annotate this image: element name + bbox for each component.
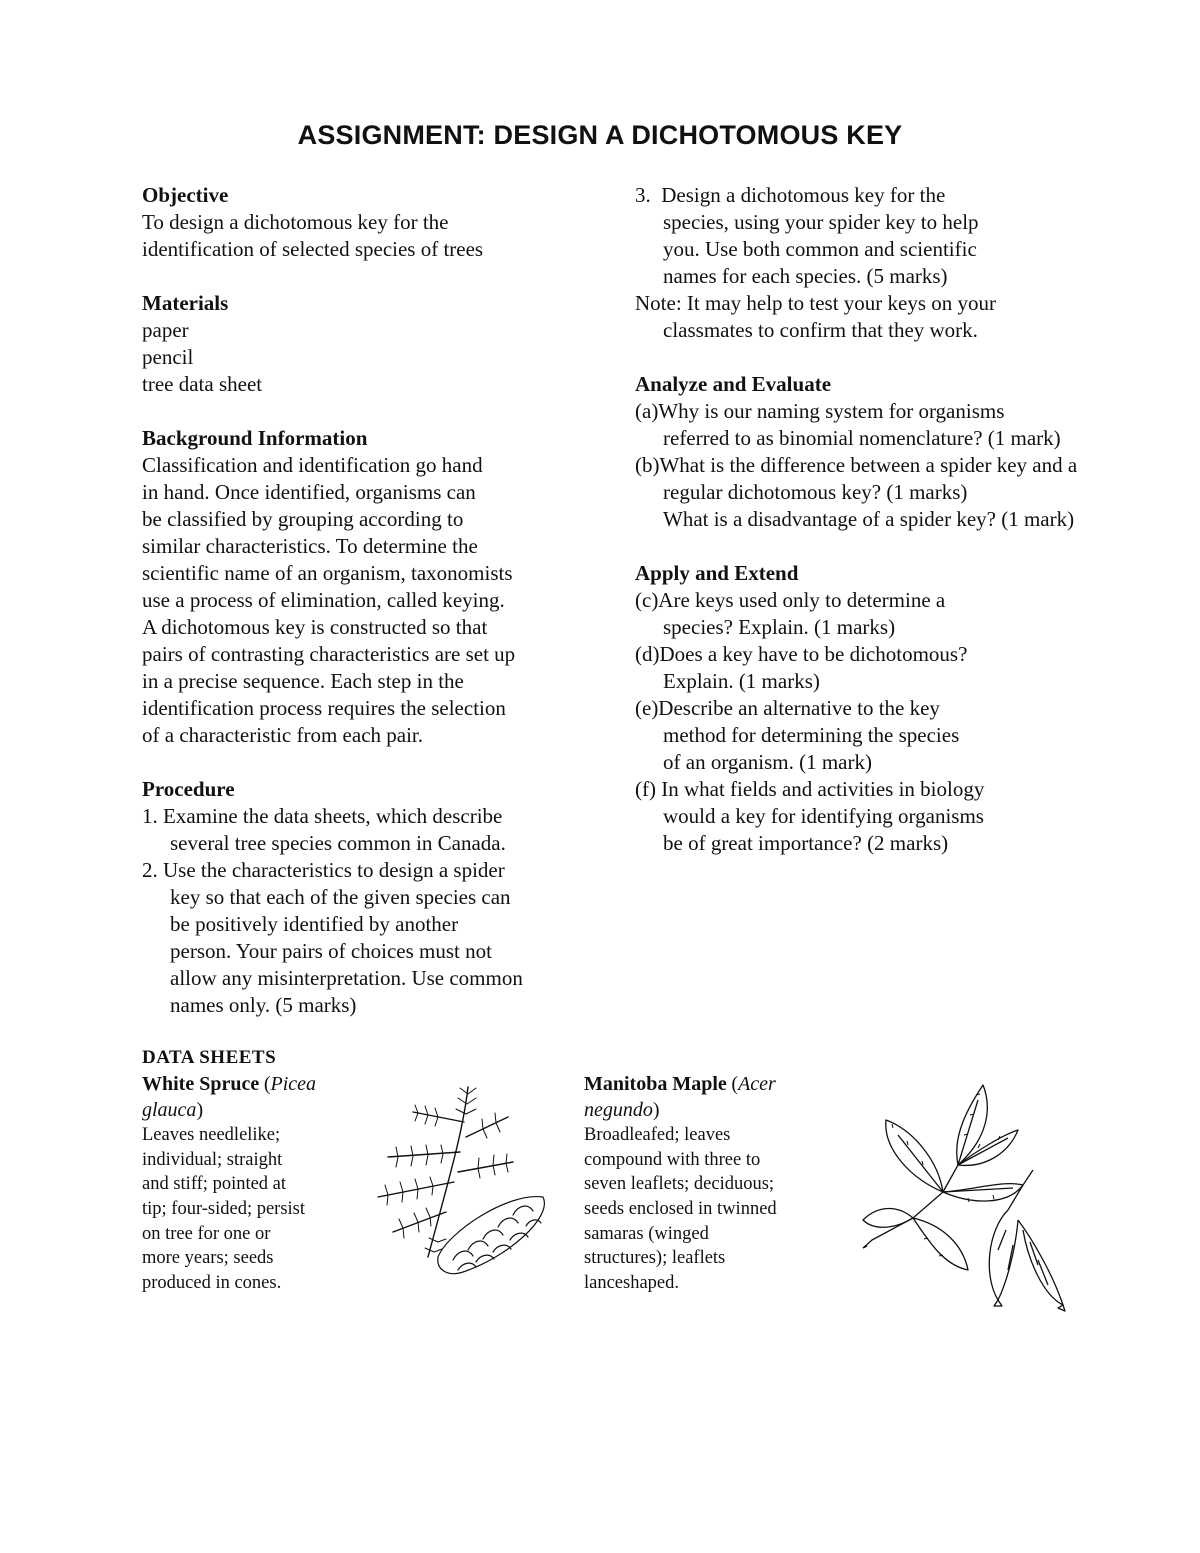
species-description: lanceshaped. xyxy=(584,1272,680,1293)
material-item: pencil xyxy=(142,345,194,369)
step-number: 1. xyxy=(142,804,158,828)
material-item: tree data sheet xyxy=(142,372,263,396)
step-text: key so that each of the given species can xyxy=(170,885,511,909)
background-line: be classified by grouping according to xyxy=(142,507,464,531)
maple-leaf-icon xyxy=(858,1080,1073,1312)
species-epithet: negundo xyxy=(584,1098,653,1121)
step-text: several tree species common in Canada. xyxy=(170,831,506,855)
species-common-name: Manitoba Maple xyxy=(584,1073,727,1095)
objective-line: To design a dichotomous key for the xyxy=(142,210,449,234)
background-section xyxy=(142,425,582,749)
background-line: pairs of contrasting characteristics are set up xyxy=(142,642,516,666)
data-sheets-heading: DATA SHEETS xyxy=(142,1047,277,1068)
question-text: What is a disadvantage of a spider key? (1 mark) xyxy=(663,507,1075,531)
objective-line: identification of selected species of trees xyxy=(142,237,484,261)
note-text: Note: It may help to test your keys on your xyxy=(635,291,997,315)
procedure-step-1 xyxy=(142,803,582,857)
materials-heading: Materials xyxy=(142,291,229,315)
step-text: Design a dichotomous key for the xyxy=(661,183,946,207)
species-genus: Acer xyxy=(738,1073,776,1095)
question-text: referred to as binomial nomenclature? (1 mark) xyxy=(663,426,1061,450)
question-text: (e)Describe an alternative to the key xyxy=(635,696,940,720)
question-text: (b)What is the difference between a spider key and a xyxy=(635,453,1078,477)
step-text: person. Your pairs of choices must not xyxy=(170,939,492,963)
procedure-section xyxy=(142,776,582,1019)
species-manitoba-maple xyxy=(584,1072,824,1295)
step-text: Examine the data sheets, which describe xyxy=(163,804,503,828)
background-line: A dichotomous key is constructed so that xyxy=(142,615,488,639)
species-white-spruce xyxy=(142,1072,352,1295)
question-text: of an organism. (1 mark) xyxy=(663,750,872,774)
left-column xyxy=(142,182,582,1046)
question-text: (d)Does a key have to be dichotomous? xyxy=(635,642,968,666)
species-description: seven leaflets; deciduous; xyxy=(584,1174,775,1195)
paren-close: ) xyxy=(652,1098,660,1121)
question-text: (a)Why is our naming system for organisms xyxy=(635,399,1005,423)
step-text: names only. (5 marks) xyxy=(170,993,357,1017)
species-description: produced in cones. xyxy=(142,1272,282,1293)
background-line: of a characteristic from each pair. xyxy=(142,723,424,747)
question-text: regular dichotomous key? (1 marks) xyxy=(663,480,968,504)
question-text: Explain. (1 marks) xyxy=(663,669,820,693)
background-line: in hand. Once identified, organisms can xyxy=(142,480,476,504)
objective-section xyxy=(142,182,582,263)
question-text: (f) In what fields and activities in biology xyxy=(635,777,985,801)
materials-section xyxy=(142,290,582,398)
species-description: structures); leaflets xyxy=(584,1248,726,1269)
background-line: similar characteristics. To determine the xyxy=(142,534,478,558)
question-a xyxy=(635,398,1155,452)
analyze-heading: Analyze and Evaluate xyxy=(635,372,832,396)
material-item: paper xyxy=(142,318,189,342)
step-text: allow any misinterpretation. Use common xyxy=(170,966,523,990)
species-description: samaras (winged xyxy=(584,1223,709,1244)
paren-open: ( xyxy=(731,1073,739,1095)
page-title: ASSIGNMENT: DESIGN A DICHOTOMOUS KEY xyxy=(297,120,903,150)
question-f xyxy=(635,776,1155,857)
species-description: seeds enclosed in twinned xyxy=(584,1198,777,1219)
step-text: species, using your spider key to help xyxy=(663,210,979,234)
question-b xyxy=(635,452,1155,533)
background-line: identification process requires the selection xyxy=(142,696,506,720)
step-number: 3. xyxy=(635,183,651,207)
question-text: be of great importance? (2 marks) xyxy=(663,831,949,855)
paren-close: ) xyxy=(196,1098,204,1121)
species-description: Leaves needlelike; xyxy=(142,1125,281,1146)
question-text: method for determining the species xyxy=(663,723,960,747)
objective-heading: Objective xyxy=(142,183,229,207)
question-text: species? Explain. (1 marks) xyxy=(663,615,896,639)
question-e xyxy=(635,695,1155,776)
background-line: Classification and identification go hand xyxy=(142,453,483,477)
species-description: and stiff; pointed at xyxy=(142,1174,287,1195)
procedure-step-2 xyxy=(142,857,582,1019)
note-text: classmates to confirm that they work. xyxy=(663,318,978,342)
species-description: on tree for one or xyxy=(142,1223,271,1244)
species-description: tip; four-sided; persist xyxy=(142,1198,306,1219)
species-description: individual; straight xyxy=(142,1149,283,1170)
species-common-name: White Spruce xyxy=(142,1073,260,1095)
right-column xyxy=(635,182,1155,884)
step-text: be positively identified by another xyxy=(170,912,459,936)
species-description: Broadleafed; leaves xyxy=(584,1125,731,1146)
background-line: use a process of elimination, called keying. xyxy=(142,588,505,612)
analyze-section xyxy=(635,371,1155,533)
step-text: Use the characteristics to design a spider xyxy=(163,858,505,882)
species-epithet: glauca xyxy=(142,1098,197,1121)
species-description: more years; seeds xyxy=(142,1248,274,1269)
step-text: you. Use both common and scientific xyxy=(663,237,977,261)
step-text: names for each species. (5 marks) xyxy=(663,264,948,288)
apply-heading: Apply and Extend xyxy=(635,561,799,585)
background-heading: Background Information xyxy=(142,426,368,450)
question-c xyxy=(635,587,1155,641)
paren-open: ( xyxy=(263,1073,271,1095)
procedure-heading: Procedure xyxy=(142,777,235,801)
species-genus: Picea xyxy=(270,1073,317,1095)
question-text: (c)Are keys used only to determine a xyxy=(635,588,946,612)
spruce-branch-icon xyxy=(368,1082,553,1282)
apply-section xyxy=(635,560,1155,857)
procedure-note xyxy=(635,290,1155,344)
step-number: 2. xyxy=(142,858,158,882)
question-text: would a key for identifying organisms xyxy=(663,804,984,828)
question-d xyxy=(635,641,1155,695)
background-line: in a precise sequence. Each step in the xyxy=(142,669,464,693)
background-line: scientific name of an organism, taxonomists xyxy=(142,561,513,585)
procedure-step-3 xyxy=(635,182,1155,290)
species-description: compound with three to xyxy=(584,1149,761,1170)
